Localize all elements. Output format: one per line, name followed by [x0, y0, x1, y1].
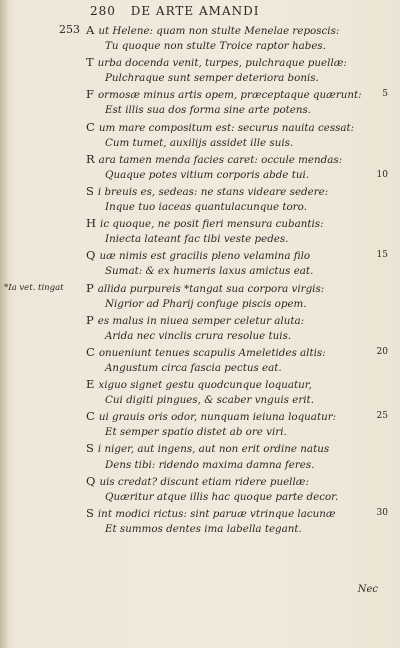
verse-initial: E [86, 377, 95, 392]
line-count-marker: 10 [376, 169, 388, 180]
verse-text [86, 280, 324, 297]
verse-line-hexameter [0, 183, 400, 199]
verse-text [105, 489, 338, 505]
verse-initial: C [86, 344, 95, 359]
verse-line-pentameter [0, 70, 400, 86]
verse-text [105, 167, 309, 183]
verse-text [86, 183, 328, 200]
verse-body: ui grauis oris odor, nunquam ieiuna loquatur: [98, 411, 337, 424]
verse-body: Nigrior ad Pharij confuge piscis opem. [105, 297, 307, 310]
verse-text [105, 102, 311, 118]
line-count-marker: 25 [376, 411, 388, 422]
verse-body: uis credat? discunt etiam ridere puellæ: [99, 475, 309, 488]
verse-line-hexameter [0, 280, 400, 296]
verse-body: Cum tumet, auxilijs assidet ille suis. [105, 136, 294, 149]
verse-body: Iniecta lateant fac tibi veste pedes. [105, 233, 289, 246]
verse-text [105, 231, 288, 247]
verse-line-hexameter [0, 86, 400, 102]
verse-line-pentameter [0, 360, 400, 376]
verse-line-hexameter [0, 408, 400, 424]
verse-line-pentameter [0, 392, 400, 408]
verse-line-hexameter [0, 119, 400, 135]
verse-body: Cui digiti pingues, & scaber vnguis erit. [105, 394, 314, 407]
verse-line-pentameter [0, 424, 400, 440]
verse-line-pentameter [0, 328, 400, 344]
verse-line-pentameter [0, 457, 400, 473]
verse-body: i niger, aut ingens, aut non erit ordine natus [97, 443, 330, 456]
verse-text [105, 392, 314, 408]
verse-text [105, 457, 314, 473]
verse-body: xiguo signet gestu quodcunque loquatur, [98, 379, 312, 392]
verse-initial: A [86, 23, 95, 37]
verse-line-hexameter [0, 215, 400, 231]
verse-number: 253 [59, 23, 80, 36]
line-count-marker: 30 [376, 507, 388, 518]
verse-body: Dens tibi: ridendo maxima damna feres. [105, 458, 315, 471]
verse-body: ut Helene: quam non stulte Menelae reposcis: [98, 25, 340, 37]
verse-body: Sumat: & ex humeris laxus amictus eat. [105, 265, 314, 278]
verse-body: es malus in niuea semper celetur aluta: [97, 314, 305, 327]
verse-text [86, 119, 354, 136]
verse-text [86, 215, 324, 232]
verse-initial: P [86, 280, 94, 295]
verse-body: Tu quoque non stulte Troice raptor habes. [105, 40, 326, 53]
verse-initial: R [86, 151, 95, 166]
verse-text [105, 360, 282, 376]
verse-line-hexameter [0, 22, 400, 38]
line-count-marker: 15 [376, 250, 388, 261]
verse-text [86, 86, 362, 103]
verse-body: urba docenda venit, turpes, pulchraque puellæ: [97, 57, 347, 70]
verse-text [105, 328, 291, 344]
verse-line-hexameter [0, 312, 400, 328]
verse-text [105, 135, 293, 151]
verse-initial: C [86, 409, 95, 424]
marginal-note: *Ia vet. tingat [4, 282, 64, 293]
running-title: DE ARTE AMANDI [130, 4, 260, 18]
verse-text [86, 344, 326, 361]
verse-line-pentameter [0, 199, 400, 215]
verse-text [86, 473, 309, 490]
verse-initial: C [86, 119, 95, 134]
verse-text [105, 521, 302, 537]
verse-line-hexameter [0, 440, 400, 456]
verse-body: ara tamen menda facies caret: occule mendas: [98, 153, 343, 166]
verse-text [86, 22, 339, 39]
verse-body: Est illis sua dos forma sine arte potens. [105, 104, 312, 117]
verse-line-hexameter [0, 54, 400, 70]
verse-initial: T [86, 55, 94, 70]
verse-line-pentameter [0, 231, 400, 247]
verse-body: Quæritur atque illis hac quoque parte decor. [105, 490, 339, 503]
verse-initial: P [86, 312, 94, 327]
verse-body: ic quoque, ne posit fieri mensura cubantis: [100, 218, 324, 231]
verse-initial: Q [86, 473, 96, 488]
verse-body: uæ nimis est gracilis pleno velamina filo [99, 250, 311, 263]
verse-body: Pulchraque sunt semper deteriora bonis. [105, 72, 319, 85]
verse-body: Inque tuo iaceas quantulacunque toro. [105, 201, 307, 214]
verse-block [0, 22, 400, 537]
verse-line-pentameter [0, 263, 400, 279]
verse-body: allida purpureis *tangat sua corpora virgis: [97, 282, 325, 295]
verse-text [105, 38, 326, 54]
verse-line-pentameter [0, 489, 400, 505]
verse-text [105, 296, 307, 312]
verse-text [86, 312, 304, 329]
verse-line-pentameter [0, 521, 400, 537]
verse-body: ormosæ minus artis opem, præceptaque quærunt: [97, 89, 362, 102]
verse-line-pentameter [0, 296, 400, 312]
verse-text [86, 247, 310, 264]
verse-text [86, 505, 336, 522]
verse-line-pentameter [0, 38, 400, 54]
verse-line-pentameter [0, 135, 400, 151]
verse-text [86, 440, 329, 457]
verse-body: int modici rictus: sint paruæ vtrinque lacunæ [97, 507, 336, 520]
verse-text [86, 376, 312, 393]
verse-initial: F [86, 87, 94, 102]
verse-text [86, 151, 342, 168]
page-number: 280 [90, 4, 116, 18]
verse-line-pentameter [0, 102, 400, 118]
verse-body: Angustum circa fascia pectus eat. [105, 361, 282, 374]
line-count-marker: 20 [376, 346, 388, 357]
verse-line-hexameter [0, 505, 400, 521]
verse-initial: Q [86, 248, 96, 263]
running-header [90, 4, 390, 18]
verse-body: i breuis es, sedeas: ne stans videare sedere: [97, 185, 329, 198]
verse-initial: S [86, 183, 94, 198]
verse-text [86, 54, 347, 71]
verse-body: Quaque potes vitium corporis abde tui. [105, 168, 310, 181]
verse-initial: S [86, 441, 94, 456]
catchword: Nec [357, 584, 378, 595]
verse-body: onueniunt tenues scapulis Ameletides altis: [98, 346, 326, 359]
verse-line-hexameter [0, 247, 400, 263]
verse-text [105, 263, 313, 279]
verse-text [105, 70, 319, 86]
verse-line-pentameter [0, 167, 400, 183]
verse-body: Arida nec vinclis crura resolue tuis. [105, 329, 292, 342]
verse-body: Et semper spatio distet ab ore viri. [105, 426, 287, 439]
verse-line-hexameter [0, 151, 400, 167]
verse-line-hexameter [0, 376, 400, 392]
verse-body: Et summos dentes ima labella tegant. [105, 522, 302, 535]
verse-line-hexameter [0, 344, 400, 360]
verse-text [105, 424, 287, 440]
verse-initial: H [86, 216, 97, 231]
line-count-marker: 5 [382, 89, 388, 100]
verse-line-hexameter [0, 473, 400, 489]
verse-initial: S [86, 505, 94, 520]
verse-body: um mare compositum est: securus nauita cessat: [98, 121, 355, 134]
verse-text [86, 408, 336, 425]
verse-text [105, 199, 307, 215]
